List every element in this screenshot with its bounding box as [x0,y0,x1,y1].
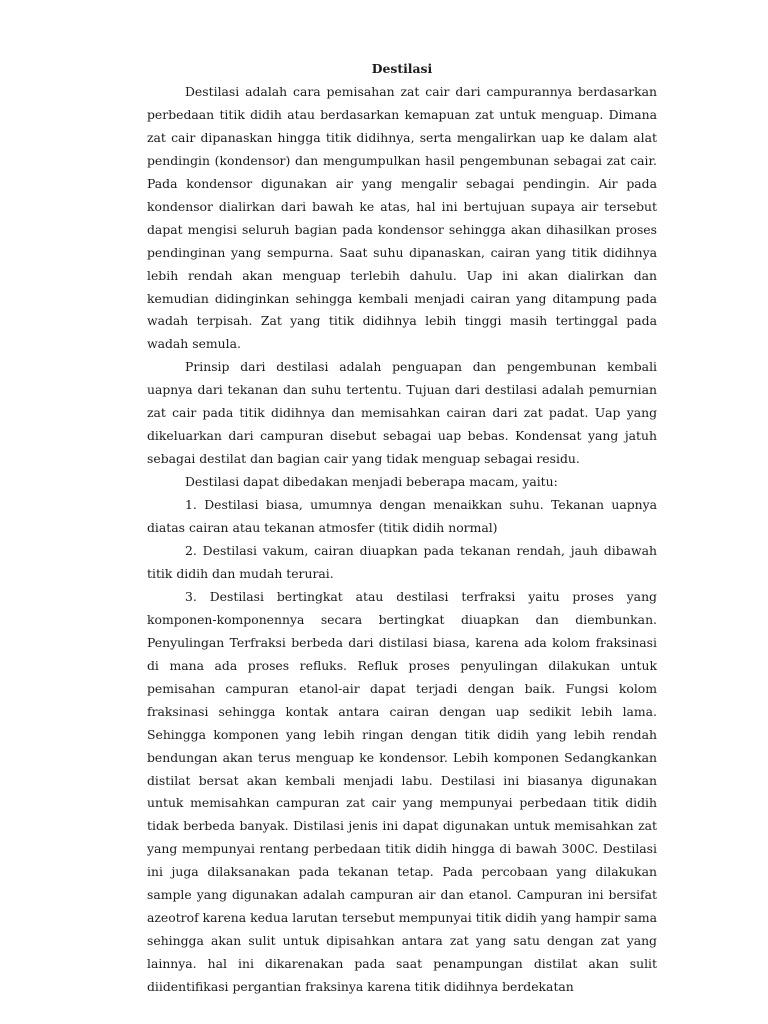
paragraph-principle: Prinsip dari destilasi adalah penguapan dan pengembunan kembali uapnya dari tekanan dan suhu tertentu. Tujuan dari destilasi adalah pemurnian zat cair pada titik didihnya dan memisahkan cairan dari zat padat. Uap yang dikeluarkan dari campuran disebut sebagai uap bebas. Kondensat yang jatuh sebagai destilat dan bagian cair yang tidak menguap sebagai residu. [147,359,657,467]
list-item-vacuum-distillation: 2. Destilasi vakum, cairan diuapkan pada tekanan rendah, jauh dibawah titik didih dan mudah terurai. [147,543,657,581]
paragraph-definition: Destilasi adalah cara pemisahan zat cair dari campurannya berdasarkan perbedaan titik didih atau berdasarkan kemapuan zat untuk menguap. Dimana zat cair dipanaskan hingga titik didihnya, serta mengalirkan uap ke dalam alat pendingin (kondensor) dan mengumpulkan hasil pengembunan sebagai zat cair. Pada kondensor digunakan air yang mengalir sebagai pendingin. Air pada kondensor dialirkan dari bawah ke atas, hal ini bertujuan supaya air tersebut dapat mengisi seluruh bagian pada kondensor sehingga akan dihasilkan proses pendinginan yang sempurna. Saat suhu dipanaskan, cairan yang titik didihnya lebih rendah akan menguap terlebih dahulu. Uap ini akan dialirkan dan kemudian didinginkan sehingga kembali menjadi cairan yang ditampung pada wadah terpisah. Zat yang titik didihnya lebih tinggi masih tertinggal pada wadah semula. [147,83,657,352]
list-item-fractional-distillation: 3. Destilasi bertingkat atau destilasi terfraksi yaitu proses yang komponen-komponennya secara bertingkat diuapkan dan diembunkan. Penyulingan Terfraksi berbeda dari distilasi biasa, karena ada kolom fraksinasi di mana ada proses refluks. Refluk proses penyulingan dilakukan untuk pemisahan campuran etanol-air dapat terjadi dengan baik. Fungsi kolom fraksinasi sehingga kontak antara cairan dengan uap sedikit lebih lama. Sehingga komponen yang lebih ringan dengan titik didih yang lebih rendah bendungan akan terus menguap ke kondensor. Lebih komponen Sedangkankan distilat bersat akan kembali menjadi labu. Destilasi ini biasanya digunakan untuk memisahkan campuran zat cair yang mempunyai perbedaan titik didih tidak berbeda banyak. Distilasi jenis ini dapat digunakan untuk memisahkan zat yang mempunyai rentang perbedaan titik didih hingga di bawah 300C. Destilasi ini juga dilaksanakan pada tekanan tetap. Pada percobaan yang dilakukan sample yang digunakan adalah campuran air dan etanol. Campuran ini bersifat azeotrof karena kedua larutan tersebut mempunyai titik didih yang hampir sama sehingga akan sulit untuk dipisahkan antara zat yang satu dengan zat yang lainnya. hal ini dikarenakan pada saat penampungan distilat akan sulit diidentifikasi pergantian fraksinya karena titik didihnya berdekatan [147,588,657,995]
paragraph-types-intro: Destilasi dapat dibedakan menjadi beberapa macam, yaitu: [185,474,558,490]
document-title: Destilasi [371,61,433,76]
document-body [147,58,657,999]
list-item-simple-distillation: 1. Destilasi biasa, umumnya dengan menaikkan suhu. Tekanan uapnya diatas cairan atau tekanan atmosfer (titik didih normal) [147,497,657,536]
